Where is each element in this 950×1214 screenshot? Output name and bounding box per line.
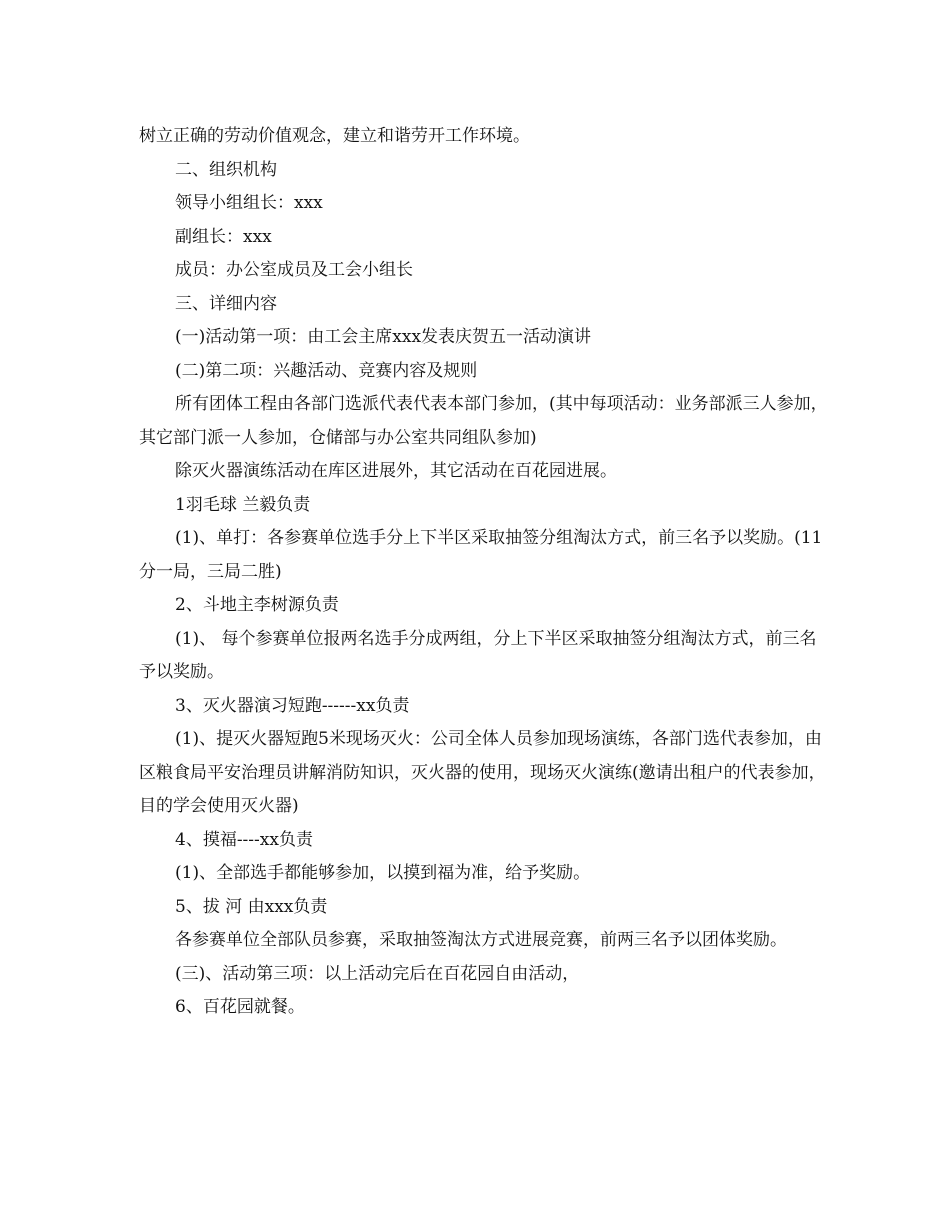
paragraph-card-game-rules: (1)、 每个参赛单位报两名选手分成两组，分上下半区采取抽签分组淘汰方式，前三名予以奖励。 [139, 628, 817, 682]
paragraph-venue: 除灭火器演练活动在库区进展外，其它活动在百花园进展。 [175, 461, 617, 481]
paragraph-team-selection: 所有团体工程由各部门选派代表代表本部门参加，(其中每项活动：业务部派三人参加，其它部门派一人参加，仓储部与办公室共同组队参加) [139, 394, 828, 448]
paragraph-tug-of-war-rules: 各参赛单位全部队员参赛，采取抽签淘汰方式进展竞赛，前两三名予以团体奖励。 [175, 930, 787, 950]
paragraph-activity-one: (一)活动第一项：由工会主席xxx发表庆贺五一活动演讲 [175, 327, 592, 347]
heading-details: 三、详细内容 [175, 293, 277, 314]
paragraph-group-leader: 领导小组组长：xxx [175, 193, 323, 213]
heading-organization: 二、组织机构 [175, 159, 277, 180]
paragraph-card-game: 2、斗地主李树源负责 [175, 595, 339, 615]
paragraph-intro-continuation: 树立正确的劳动价值观念，建立和谐劳开工作环境。 [139, 126, 530, 146]
paragraph-dining: 6、百花园就餐。 [175, 997, 305, 1017]
paragraph-fire-drill: 3、灭火器演习短跑------xx负责 [175, 695, 410, 716]
paragraph-activity-three: (三)、活动第三项：以上活动完后在百花园自由活动， [175, 963, 580, 984]
paragraph-fire-drill-rules: (1)、提灭火器短跑5米现场灭火：公司全体人员参加现场演练，各部门选代表参加，由区粮食局平安治理员讲解消防知识，灭火器的使用，现场灭火演练(邀请出租户的代表参加，目的学会使用灭火器) [139, 729, 826, 816]
paragraph-deputy-leader: 副组长：xxx [175, 226, 272, 247]
paragraph-touch-fortune: 4、摸福----xx负责 [175, 829, 313, 850]
paragraph-badminton-rules: (1)、单打：各参赛单位选手分上下半区采取抽签分组淘汰方式，前三名予以奖励。(11分一局，三局二胜) [139, 528, 823, 582]
paragraph-touch-fortune-rules: (1)、全部选手都能够参加，以摸到福为准，给予奖励。 [175, 863, 591, 883]
paragraph-members: 成员：办公室成员及工会小组长 [175, 260, 413, 280]
paragraph-tug-of-war: 5、拔 河 由xxx负责 [175, 896, 328, 917]
paragraph-activity-two: (二)第二项：兴趣活动、竞赛内容及规则 [175, 360, 478, 381]
paragraph-badminton: 1羽毛球 兰毅负责 [175, 494, 311, 515]
document-body [139, 120, 829, 1025]
